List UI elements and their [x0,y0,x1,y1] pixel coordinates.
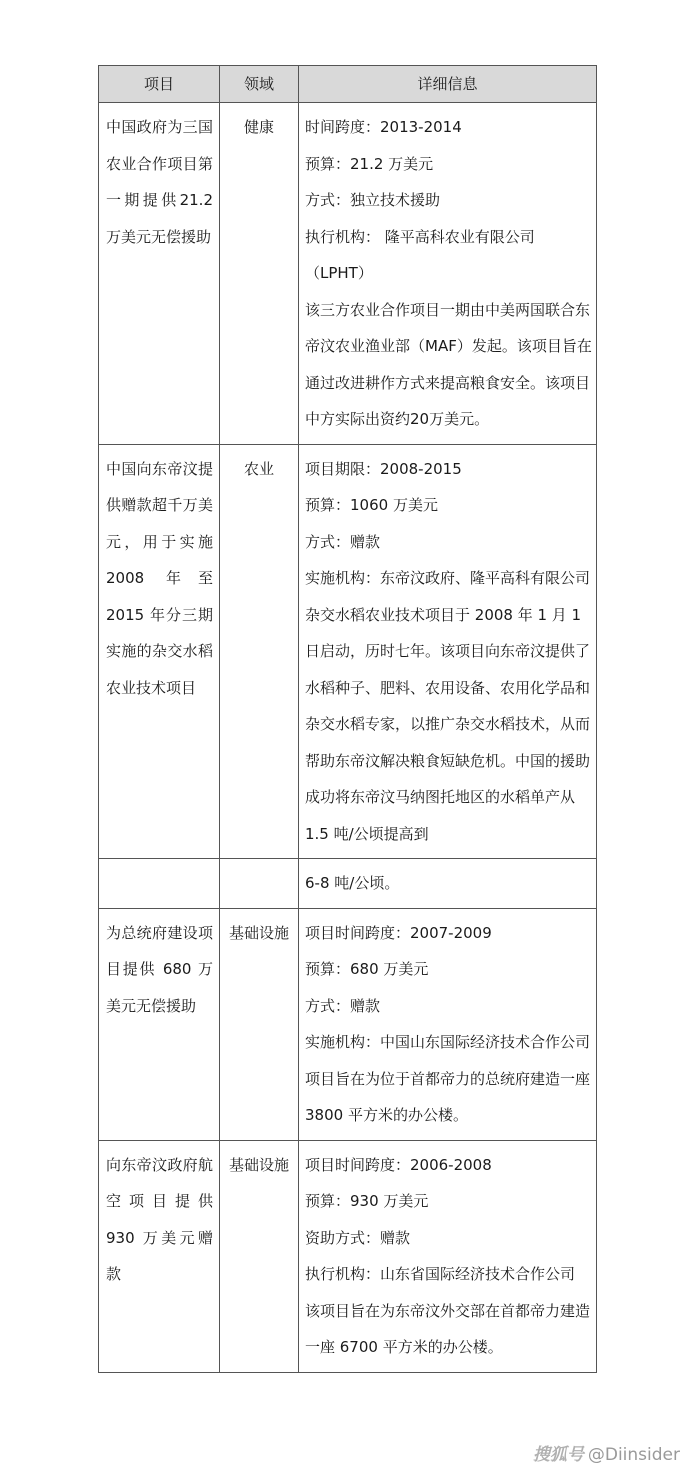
table-row [99,859,597,909]
project-cell [99,859,220,909]
detail-line: 预算：1060 万美元 [305,496,438,514]
table-row [99,103,597,445]
detail-line: 实施机构：东帝汶政府、隆平高科有限公司 [305,569,591,587]
detail-line: 6-8 吨/公顷。 [305,874,400,892]
detail-line: 方式：赠款 [305,996,381,1015]
detail-line: 预算：680 万美元 [305,960,429,978]
detail-line: 时间跨度：2013-2014 [305,118,462,136]
header-project: 项目 [99,66,220,103]
details-cell [299,103,597,445]
detail-line: 项目时间跨度：2006-2008 [305,1155,492,1174]
watermark [533,1440,680,1465]
detail-line: 资助方式：赠款 [305,1228,411,1247]
details-cell [299,1140,597,1372]
details-cell [299,859,597,909]
aid-projects-table [98,65,597,1373]
project-cell: 向东帝汶政府航空项目提供 930 万美元赠款 [99,1140,220,1372]
header-field: 领域 [220,66,299,103]
detail-line: 执行机构：山东省国际经济技术合作公司 [305,1265,576,1283]
detail-line: 项目旨在为位于首都帝力的总统府建造一座 3800 平方米的办公楼。 [305,1069,591,1124]
table-row [99,1140,597,1372]
detail-line: 实施机构：中国山东国际经济技术合作公司 [305,1033,591,1051]
detail-line: 执行机构： 隆平高科农业有限公司（LPHT） [305,227,535,282]
detail-line: 该项目旨在为东帝汶外交部在首都帝力建造一座 6700 平方米的办公楼。 [305,1301,591,1356]
detail-line: 预算：930 万美元 [305,1192,429,1210]
field-cell: 健康 [220,103,299,445]
detail-line: 预算：21.2 万美元 [305,154,434,173]
detail-line: 项目期限：2008-2015 [305,459,462,478]
detail-line: 项目时间跨度：2007-2009 [305,923,492,942]
details-cell [299,444,597,859]
watermark-handle: @Diinsider [587,1445,680,1465]
detail-line: 方式：赠款 [305,532,381,551]
detail-line: 方式：独立技术援助 [305,191,441,209]
details-cell [299,908,597,1140]
table-row [99,908,597,1140]
table-header-row [99,66,597,103]
field-cell: 农业 [220,444,299,859]
field-cell: 基础设施 [220,908,299,1140]
field-cell [220,859,299,909]
detail-line: 该三方农业合作项目一期由中美两国联合东帝汶农业渔业部（MAF）发起。该项目旨在通过改进耕作方式来提高粮食安全。该项目中方实际出资约20万美元。 [305,300,592,428]
field-cell: 基础设施 [220,1140,299,1372]
project-cell: 中国政府为三国农业合作项目第一期提供21.2 万美元无偿援助 [99,103,220,445]
table-row [99,444,597,859]
detail-line: 杂交水稻农业技术项目于 2008 年 1 月 1 日启动，历时七年。该项目向东帝汶提供了水稻种子、肥料、农用设备、农用化学品和杂交水稻专家，以推广杂交水稻技术，从而帮助东帝汶解决粮食短缺危机。中国的援助成功将东帝汶马纳图托地区的水稻单产从 1.5 吨/公顷提高到 [305,605,591,843]
header-details: 详细信息 [299,66,597,103]
watermark-brand: 搜狐号 [532,1445,584,1465]
project-cell: 中国向东帝汶提供赠款超千万美元，用于实施 2008 年至 2015 年分三期实施的杂交水稻农业技术项目 [99,444,220,859]
project-cell: 为总统府建设项目提供 680 万美元无偿援助 [99,908,220,1140]
